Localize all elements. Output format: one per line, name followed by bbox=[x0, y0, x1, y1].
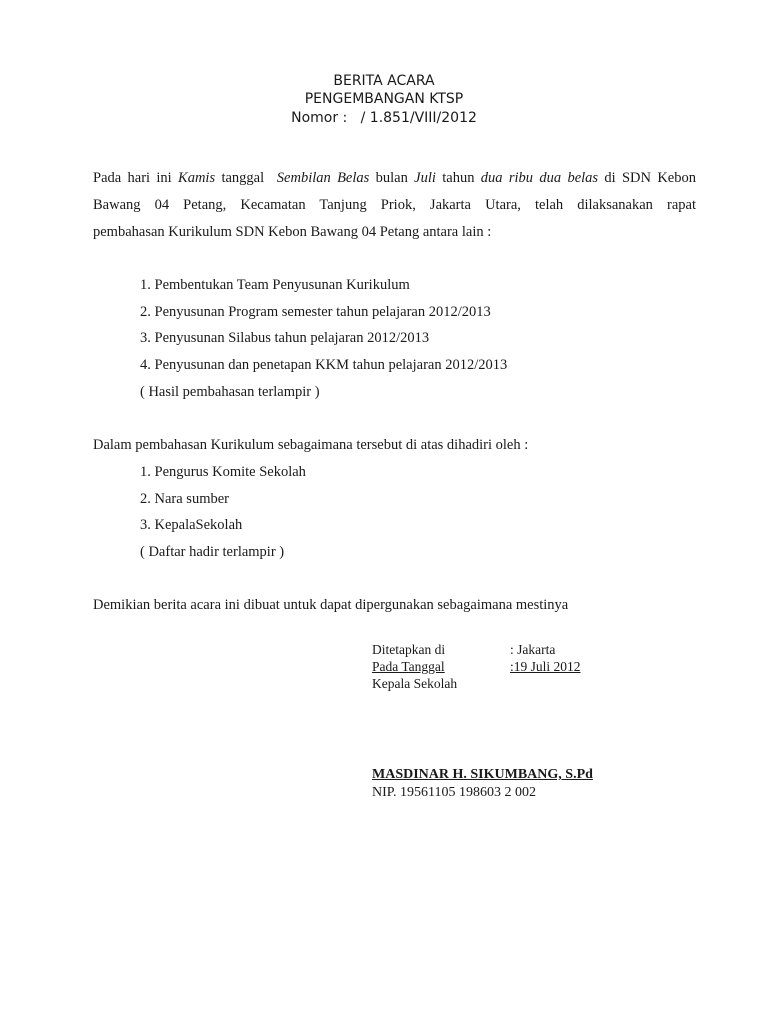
opening-line-2: Bawang 04 Petang, Kecamatan Tanjung Priok, Jakarta Utara, telah dilaksanakan rapat bbox=[93, 197, 696, 213]
attendee-item: 2. Nara sumber bbox=[140, 491, 229, 507]
opening-text: tahun bbox=[442, 170, 475, 186]
attendee-item: 3. KepalaSekolah bbox=[140, 517, 243, 533]
date-label: Pada Tanggal bbox=[372, 659, 445, 674]
date-value: :19 Juli 2012 bbox=[510, 659, 581, 674]
agenda-item: 3. Penyusunan Silabus tahun pelajaran 2012/2013 bbox=[140, 330, 430, 346]
date-words: Sembilan Belas bbox=[276, 170, 370, 186]
opening-text: bulan bbox=[375, 170, 408, 186]
opening-text: Pada hari ini bbox=[93, 170, 172, 186]
opening-line-1 bbox=[93, 170, 696, 187]
number-value: / 1.851/VIII/2012 bbox=[360, 110, 477, 126]
attendee-item: 1. Pengurus Komite Sekolah bbox=[140, 464, 306, 480]
signatory-name: MASDINAR H. SIKUMBANG, S.Pd bbox=[372, 767, 593, 782]
opening-line-3: pembahasan Kurikulum SDN Kebon Bawang 04 Petang antara lain : bbox=[93, 224, 492, 240]
agenda-item: 1. Pembentukan Team Penyusunan Kurikulum bbox=[140, 277, 410, 293]
agenda-note: ( Hasil pembahasan terlampir ) bbox=[140, 384, 320, 400]
month-value: Juli bbox=[414, 170, 436, 186]
attendance-note: ( Daftar hadir terlampir ) bbox=[140, 544, 285, 560]
opening-text: tanggal bbox=[221, 170, 265, 186]
agenda-item: 2. Penyusunan Program semester tahun pelajaran 2012/2013 bbox=[140, 304, 491, 320]
place-value: : Jakarta bbox=[510, 642, 556, 657]
year-words: dua ribu dua belas bbox=[480, 170, 599, 186]
document-title: BERITA ACARA bbox=[333, 73, 435, 89]
day-value: Kamis bbox=[178, 170, 216, 186]
document-number bbox=[0, 110, 768, 126]
attendance-intro: Dalam pembahasan Kurikulum sebagaimana tersebut di atas dihadiri oleh : bbox=[93, 437, 529, 453]
opening-text: di SDN Kebon bbox=[604, 170, 696, 186]
agenda-item: 4. Penyusunan dan penetapan KKM tahun pelajaran 2012/2013 bbox=[140, 357, 508, 373]
place-label: Ditetapkan di bbox=[372, 642, 446, 657]
signatory-nip: NIP. 19561105 198603 2 002 bbox=[372, 785, 536, 800]
signatory-role: Kepala Sekolah bbox=[372, 676, 458, 691]
closing-statement: Demikian berita acara ini dibuat untuk dapat dipergunakan sebagaimana mestinya bbox=[93, 597, 569, 613]
number-label: Nomor : bbox=[291, 110, 348, 126]
document-subtitle: PENGEMBANGAN KTSP bbox=[304, 91, 464, 107]
